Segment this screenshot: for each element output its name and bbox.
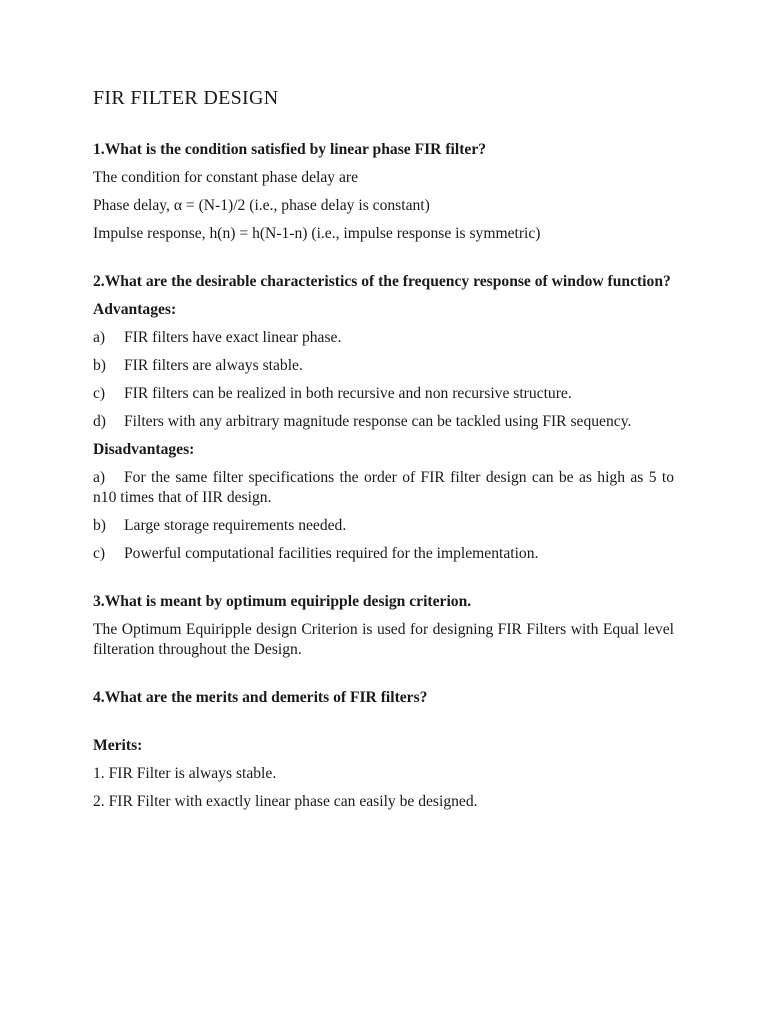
q1-answer-line-1: The condition for constant phase delay are bbox=[93, 169, 358, 186]
list-marker: c) bbox=[93, 545, 106, 562]
advantage-item bbox=[93, 328, 674, 348]
section-spacer bbox=[93, 668, 674, 688]
advantage-item bbox=[93, 412, 674, 432]
q1-answer-line-3: Impulse response, h(n) = h(N-1-n) (i.e., impulse response is symmetric) bbox=[93, 225, 541, 242]
question-2-section bbox=[93, 272, 674, 564]
q3-answer: The Optimum Equiripple design Criterion is used for designing FIR Filters with Equal level filteration throughout the Design. bbox=[93, 621, 674, 658]
list-item-text: Filters with any arbitrary magnitude response can be tackled using FIR sequency. bbox=[124, 413, 632, 430]
question-4-heading: 4.What are the merits and demerits of FIR filters? bbox=[93, 689, 428, 706]
merit-item: 2. FIR Filter with exactly linear phase can easily be designed. bbox=[93, 793, 478, 810]
question-1-heading: 1.What is the condition satisfied by linear phase FIR filter? bbox=[93, 141, 487, 158]
advantages-heading: Advantages: bbox=[93, 301, 177, 318]
disadvantages-heading: Disadvantages: bbox=[93, 441, 195, 458]
list-marker: c) bbox=[93, 385, 106, 402]
question-3-section bbox=[93, 592, 674, 660]
section-spacer bbox=[93, 572, 674, 592]
q1-answer-line-2: Phase delay, α = (N-1)/2 (i.e., phase delay is constant) bbox=[93, 197, 430, 214]
question-1-section bbox=[93, 140, 674, 244]
list-marker: b) bbox=[93, 357, 106, 374]
advantage-item bbox=[93, 356, 674, 376]
advantage-item bbox=[93, 384, 674, 404]
list-item-text: FIR filters have exact linear phase. bbox=[124, 329, 342, 346]
document-title: FIR FILTER DESIGN bbox=[93, 87, 279, 109]
disadvantage-item bbox=[93, 516, 674, 536]
list-marker: a) bbox=[93, 469, 106, 486]
list-item-text: Powerful computational facilities required for the implementation. bbox=[124, 545, 539, 562]
list-item-text: FIR filters can be realized in both recursive and non recursive structure. bbox=[124, 385, 572, 402]
list-marker: b) bbox=[93, 517, 106, 534]
list-marker: a) bbox=[93, 329, 106, 346]
merit-item: 1. FIR Filter is always stable. bbox=[93, 765, 277, 782]
merits-heading: Merits: bbox=[93, 737, 143, 754]
list-item-text: FIR filters are always stable. bbox=[124, 357, 303, 374]
section-spacer bbox=[93, 716, 674, 736]
list-item-text: Large storage requirements needed. bbox=[124, 517, 347, 534]
disadvantage-item bbox=[93, 468, 674, 508]
question-4-section bbox=[93, 688, 674, 812]
list-item-text: For the same filter specifications the order of FIR filter design can be as high as 5 to n10 times that of IIR design. bbox=[93, 469, 674, 506]
question-3-heading: 3.What is meant by optimum equiripple design criterion. bbox=[93, 593, 472, 610]
list-marker: d) bbox=[93, 413, 106, 430]
section-spacer bbox=[93, 252, 674, 272]
disadvantage-item bbox=[93, 544, 674, 564]
question-2-heading: 2.What are the desirable characteristics of the frequency response of window function? bbox=[93, 273, 671, 290]
